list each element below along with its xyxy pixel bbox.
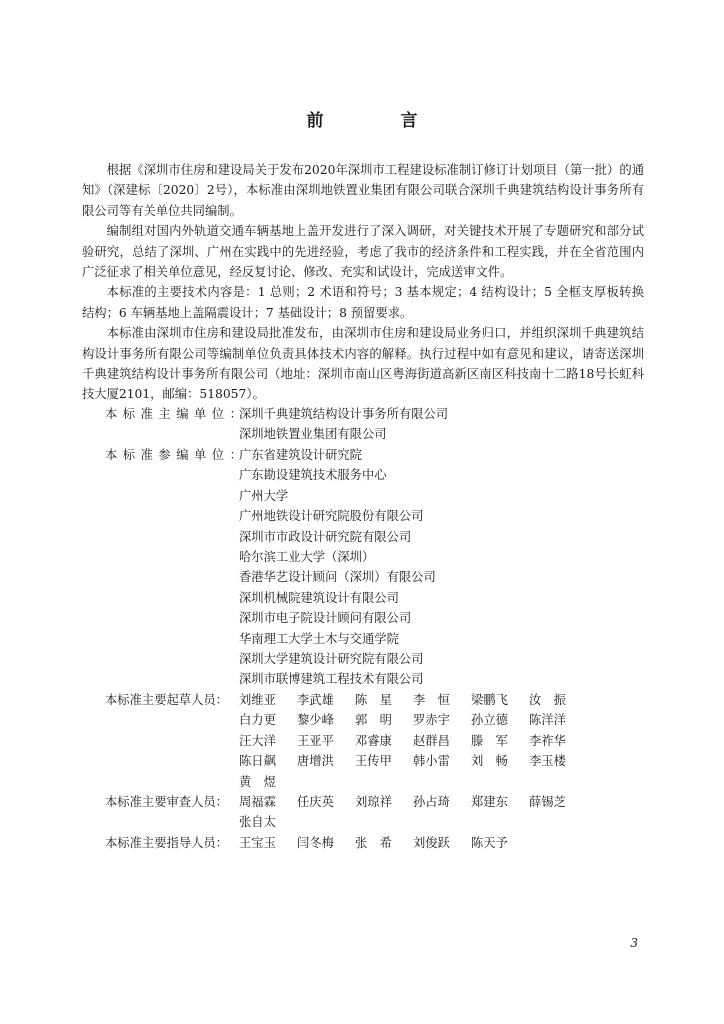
participating-unit: 广东勘设建筑技术服务中心 <box>239 468 387 483</box>
person-name: 陈洋洋 <box>529 713 566 728</box>
reviewers-block <box>105 792 665 833</box>
participating-unit: 广州地铁设计研究院股份有限公司 <box>239 509 424 524</box>
drafters-block <box>105 690 665 792</box>
person-name: 刘 畅 <box>471 754 508 769</box>
person-name: 黎少峰 <box>297 713 334 728</box>
person-name: 王宝玉 <box>239 836 276 850</box>
person-name: 郭 明 <box>355 713 392 728</box>
paragraph: 本标准的主要技术内容是：1 总则；2 术语和符号；3 基本规定；4 结构设计；5 全框支厚板转换结构；6 车辆基地上盖隔震设计；7 基础设计；8 预留要求。 <box>82 285 644 320</box>
drafters-label: 本标准主要起草人员： <box>105 693 228 707</box>
person-name: 陈日飙 <box>239 754 276 769</box>
person-name: 白力更 <box>239 713 276 728</box>
participating-unit: 哈尔滨工业大学（深圳） <box>239 550 375 565</box>
participating-unit: 深圳市电子院设计顾问有限公司 <box>239 611 412 626</box>
person-name: 王传甲 <box>355 754 392 769</box>
guides-names <box>239 833 599 853</box>
person-name: 任庆英 <box>297 795 334 809</box>
person-name: 滕 军 <box>471 733 508 748</box>
chief-unit: 深圳千典建筑结构设计事务所有限公司 <box>239 407 449 421</box>
person-name: 韩小雷 <box>413 754 450 769</box>
guides-block <box>105 833 665 853</box>
person-name: 闫冬梅 <box>297 836 334 850</box>
foreword-body <box>82 160 644 405</box>
drafters-names <box>239 690 599 792</box>
participating-units-label: 本标准参编单位： <box>105 448 248 462</box>
paragraph: 编制组对国内外轨道交通车辆基地上盖开发进行了深入调研，对关键技术开展了专题研究和部分试验研究，总结了深圳、广州在实践中的先进经验，考虑了我市的经济条件和工程实践，并在全省范围内广泛征求了相关单位意见，经反复讨论、修改、充实和试设计，完成送审文件。 <box>82 224 644 280</box>
participating-unit: 深圳机械院建筑设计有限公司 <box>239 590 399 605</box>
person-name: 汝 振 <box>529 693 566 707</box>
person-name: 陈 星 <box>355 693 392 707</box>
person-name: 郑建东 <box>471 795 508 809</box>
participating-unit: 深圳市市政设计研究院有限公司 <box>239 529 412 544</box>
participating-units-block <box>105 445 665 690</box>
person-name: 梁鹏飞 <box>471 693 508 707</box>
reviewers-label: 本标准主要审查人员： <box>105 795 228 809</box>
participating-unit: 华南理工大学土木与交通学院 <box>239 631 399 646</box>
participating-unit: 香港华艺设计顾问（深圳）有限公司 <box>239 570 436 585</box>
page-number: 3 <box>630 936 638 950</box>
person-name: 薛锡芝 <box>529 795 566 809</box>
person-name: 邓睿康 <box>355 733 392 748</box>
guides-label: 本标准主要指导人员： <box>105 836 228 850</box>
person-name: 周福霖 <box>239 795 276 809</box>
paragraph: 本标准由深圳市住房和建设局批准发布，由深圳市住房和建设局业务归口，并组织深圳千典建筑结构设计事务所有限公司等编制单位负责具体技术内容的解释。执行过程中如有意见和建议，请寄送深圳千典建筑结构设计事务所有限公司（地址：深圳市南山区粤海街道高新区南区科技南十二路18号长虹科技大厦2101，邮编：518057）。 <box>82 326 644 402</box>
chief-units-label: 本标准主编单位： <box>105 407 248 421</box>
participating-unit: 深圳市联博建筑工程技术有限公司 <box>239 672 424 687</box>
person-name: 张自太 <box>239 815 276 830</box>
person-name: 罗赤宇 <box>413 713 450 728</box>
participating-unit: 广州大学 <box>239 488 289 503</box>
person-name: 王亚平 <box>297 733 334 748</box>
person-name: 刘俊跃 <box>413 836 450 850</box>
participating-unit: 广东省建筑设计研究院 <box>239 448 362 462</box>
person-name: 孙占琦 <box>413 795 450 809</box>
person-name: 李 恒 <box>413 693 450 707</box>
person-name: 李祚华 <box>529 733 566 748</box>
chief-unit: 深圳地铁置业集团有限公司 <box>239 427 387 442</box>
person-name: 刘维亚 <box>239 693 276 707</box>
chief-units-block <box>105 404 665 445</box>
person-name: 李武雄 <box>297 693 334 707</box>
participating-unit: 深圳大学建筑设计研究院有限公司 <box>239 652 424 667</box>
person-name: 赵群昌 <box>413 733 450 748</box>
person-name: 刘琼祥 <box>355 795 392 809</box>
person-name: 黄 煜 <box>239 774 276 789</box>
person-name: 唐增洪 <box>297 754 334 769</box>
person-name: 陈天予 <box>471 836 508 850</box>
page-title: 前 言 <box>306 111 448 131</box>
reviewers-names <box>239 792 599 833</box>
paragraph: 根据《深圳市住房和建设局关于发布2020年深圳市工程建设标准制订修订计划项目（第一批）的通知》（深建标〔2020〕2号），本标准由深圳地铁置业集团有限公司联合深圳千典建筑结构设计事务所有限公司等有关单位共同编制。 <box>82 163 644 218</box>
person-name: 孙立德 <box>471 713 508 728</box>
person-name: 李玉楼 <box>529 754 566 769</box>
person-name: 张 希 <box>355 836 392 850</box>
person-name: 汪大洋 <box>239 733 276 748</box>
